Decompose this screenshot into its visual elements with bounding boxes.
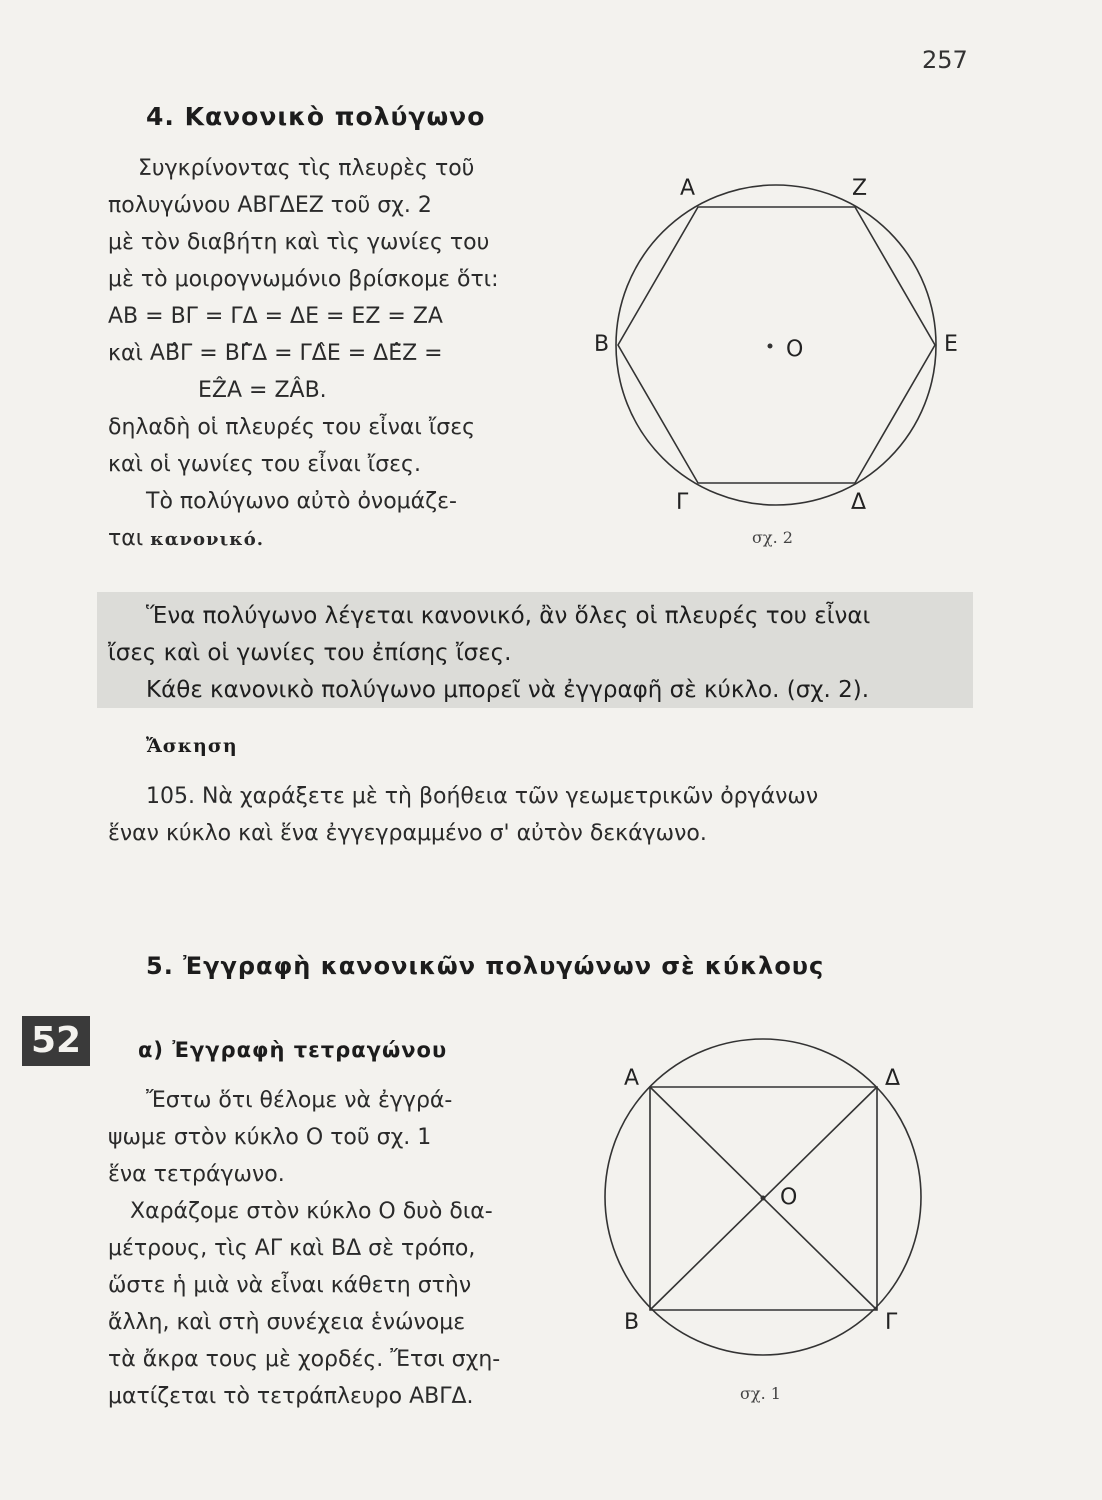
fig1-center-dot <box>761 1196 766 1201</box>
figure-2 <box>616 185 936 505</box>
term-kanoniko: κανονικό. <box>150 529 265 550</box>
s5-line-9: ματίζεται τὸ τετράπλευρο ΑΒΓΔ. <box>108 1384 474 1409</box>
section-badge: 52 <box>22 1016 90 1066</box>
fig2-label-e: Ε <box>944 332 958 357</box>
fig2-label-z: Ζ <box>852 176 868 201</box>
fig2-label-a: Α <box>680 176 696 201</box>
s4-line-1: Συγκρίνοντας τὶς πλευρὲς τοῦ <box>138 156 475 181</box>
fig2-hexagon <box>618 207 935 483</box>
fig2-label-o: Ο <box>786 337 804 362</box>
fig2-label-g: Γ <box>676 490 689 515</box>
s5-line-4: Χαράζομε στὸν κύκλο Ο δυὸ δια- <box>130 1199 493 1224</box>
fig2-label-b: Β <box>594 332 610 357</box>
s4-line-9: καὶ οἱ γωνίες του εἶναι ἴσες. <box>108 452 421 477</box>
s4-line-5: ΑΒ = ΒΓ = ΓΔ = ΔΕ = ΕΖ = ΖΑ <box>108 304 443 329</box>
fig1-caption: σχ. 1 <box>740 1384 781 1403</box>
s4-line-10: Τὸ πολύγωνο αὐτὸ ὀνομάζε- <box>146 489 457 514</box>
s4-line-7: ΕẐΑ = ΖÂΒ. <box>198 378 327 403</box>
definition-line-3: Κάθε κανονικὸ πολύγωνο μπορεῖ νὰ ἐγγραφῆ σὲ κύκλο. (σχ. 2). <box>146 677 870 703</box>
fig1-label-b: Β <box>624 1310 640 1335</box>
s4-line-3: μὲ τὸν διαβήτη καὶ τὶς γωνίες του <box>108 230 490 255</box>
fig2-caption: σχ. 2 <box>752 528 793 547</box>
fig1-label-o: Ο <box>780 1185 798 1210</box>
s5-line-1: Ἔστω ὅτι θέλομε νὰ ἐγγρά- <box>146 1088 453 1113</box>
fig1-label-d: Δ <box>885 1066 901 1091</box>
subheading-square: α) Ἐγγραφὴ τετραγώνου <box>138 1038 448 1062</box>
section-4-heading: 4. Κανονικὸ πολύγωνο <box>146 102 486 131</box>
definition-line-1: Ἕνα πολύγωνο λέγεται κανονικό, ἂν ὅλες οἱ πλευρές του εἶναι <box>146 603 871 629</box>
exercise-heading: Ἄσκηση <box>146 735 238 757</box>
s5-line-6: ὥστε ἡ μιὰ νὰ εἶναι κάθετη στὴν <box>108 1273 472 1298</box>
s4-line-6: καὶ ΑΒ̂Γ = ΒΓ̂Δ = ΓΔ̂Ε = ΔΕ̂Ζ = <box>108 341 443 366</box>
s5-line-8: τὰ ἄκρα τους μὲ χορδές. Ἔτσι σχη- <box>108 1347 501 1372</box>
fig2-circle <box>616 185 936 505</box>
fig1-label-a: Α <box>624 1066 640 1091</box>
s4-line-4: μὲ τὸ μοιρογνωμόνιο βρίσκομε ὅτι: <box>108 267 499 292</box>
s5-line-7: ἄλλη, καὶ στὴ συνέχεια ἑνώνομε <box>108 1310 466 1335</box>
s5-line-3: ἕνα τετράγωνο. <box>108 1162 285 1187</box>
page-number: 257 <box>922 46 968 74</box>
definition-line-2: ἴσες καὶ οἱ γωνίες του ἐπίσης ἴσες. <box>108 640 512 666</box>
exercise-line-1: 105. Νὰ χαράξετε μὲ τὴ βοήθεια τῶν γεωμετρικῶν ὀργάνων <box>146 784 819 809</box>
fig2-center-dot <box>768 344 773 349</box>
s4-line-11: ται <box>108 526 144 551</box>
fig2-label-d: Δ <box>851 490 867 515</box>
section-5-heading: 5. Ἐγγραφὴ κανονικῶν πολυγώνων σὲ κύκλους <box>146 952 825 980</box>
s4-line-2: πολυγώνου ΑΒΓΔΕΖ τοῦ σχ. 2 <box>108 193 432 218</box>
s5-line-2: ψωμε στὸν κύκλο Ο τοῦ σχ. 1 <box>108 1125 432 1150</box>
fig1-label-g: Γ <box>885 1310 898 1335</box>
exercise-line-2: ἕναν κύκλο καὶ ἕνα ἐγγεγραμμένο σ' αὐτὸν δεκάγωνο. <box>108 821 707 846</box>
s4-line-8: δηλαδὴ οἱ πλευρές του εἶναι ἴσες <box>108 415 476 440</box>
s5-line-5: μέτρους, τὶς ΑΓ καὶ ΒΔ σὲ τρόπο, <box>108 1236 476 1261</box>
figure-1 <box>605 1039 921 1355</box>
